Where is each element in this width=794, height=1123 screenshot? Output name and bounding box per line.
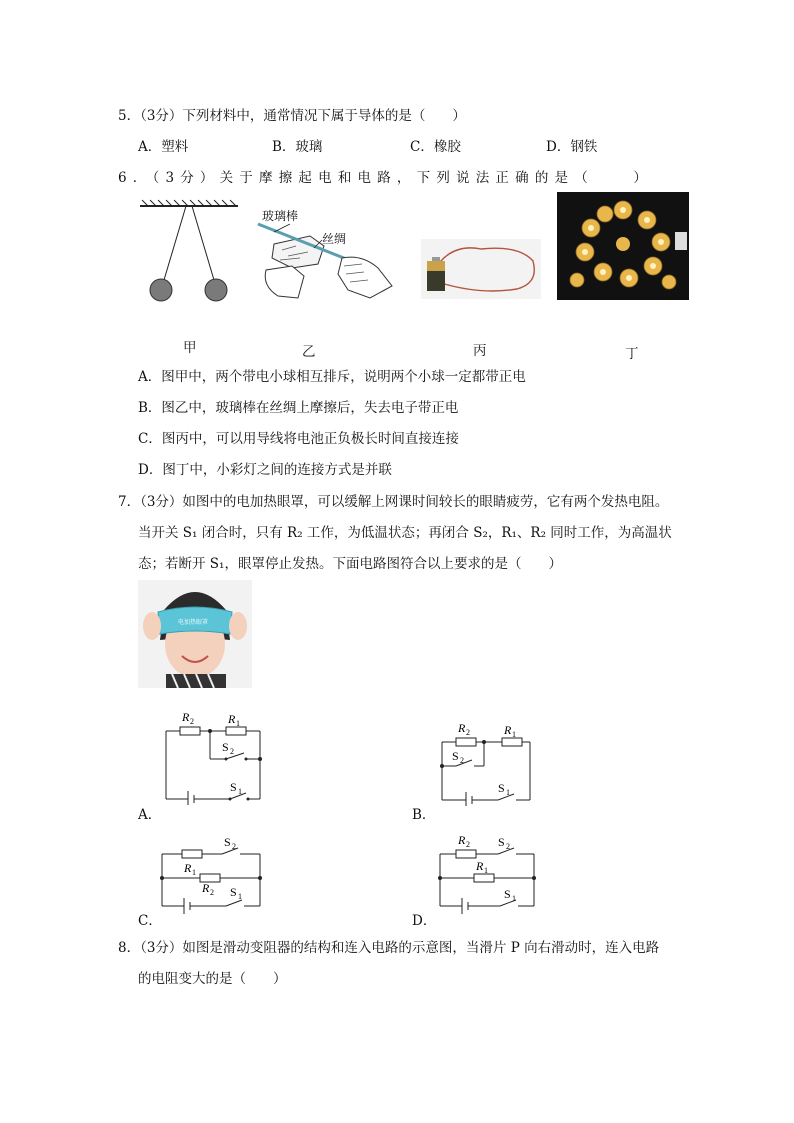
- label-r2: R: [182, 710, 190, 724]
- q8-stem-line-2: 的电阻变大的是（ ）: [138, 971, 287, 987]
- label-s2: S: [222, 740, 229, 754]
- svg-text:S: S: [224, 835, 231, 849]
- circuit-diagram-b: [436, 716, 536, 806]
- svg-text:1: 1: [236, 719, 240, 728]
- q7-option-d-label: D．: [412, 913, 437, 929]
- q5-option-b: B．玻璃: [272, 139, 323, 155]
- svg-text:2: 2: [230, 747, 234, 756]
- svg-text:2: 2: [506, 842, 510, 851]
- q5-option-d: D．钢铁: [546, 139, 598, 155]
- label-r1: R: [228, 712, 236, 726]
- q6-option-c: C．图丙中，可以用导线将电池正负极长时间直接连接: [138, 431, 459, 447]
- svg-text:R: R: [202, 881, 210, 895]
- figure-ding-string-lights: [557, 192, 689, 300]
- svg-text:2: 2: [466, 728, 470, 737]
- svg-text:R: R: [504, 723, 512, 737]
- label-s1: S: [230, 780, 237, 794]
- svg-text:2: 2: [232, 842, 236, 851]
- figure-label-bing: 丙: [473, 343, 487, 359]
- figure-yi-label-silk: 丝绸: [322, 232, 347, 246]
- circuit-diagram-c: [156, 830, 268, 914]
- svg-text:1: 1: [192, 868, 196, 877]
- figure-jia-pendulum: [138, 198, 242, 304]
- svg-text:1: 1: [512, 894, 516, 903]
- svg-text:S: S: [230, 885, 237, 899]
- svg-text:1: 1: [238, 787, 242, 796]
- figure-eye-mask-photo: [138, 580, 252, 688]
- q7-option-b-label: B．: [412, 807, 436, 823]
- svg-text:2: 2: [210, 888, 214, 897]
- svg-text:2: 2: [466, 840, 470, 849]
- circuit-diagram-d: [434, 830, 542, 914]
- figure-bing-battery-wire: [421, 239, 541, 299]
- q7-stem-line-2: 当开关 S₁ 闭合时，只有 R₂ 工作，为低温状态；再闭合 S₂，R₁、R₂ 同时工作，为高温状: [138, 525, 672, 541]
- q7-stem-line-1: 7．（3分）如图中的电加热眼罩，可以缓解上网课时间较长的眼睛疲劳，它有两个发热电阻。: [118, 494, 669, 510]
- svg-text:电加热眼罩: 电加热眼罩: [178, 620, 209, 626]
- svg-text:2: 2: [460, 756, 464, 765]
- svg-text:2: 2: [190, 717, 194, 726]
- q7-stem-line-3: 态；若断开 S₁，眼罩停止发热。下面电路图符合以上要求的是（ ）: [138, 556, 562, 572]
- svg-text:S: S: [498, 781, 505, 795]
- svg-text:R: R: [476, 859, 484, 873]
- svg-text:R: R: [458, 721, 466, 735]
- q5-option-a: A．塑料: [138, 139, 189, 155]
- svg-text:R: R: [458, 833, 466, 847]
- svg-text:R: R: [184, 861, 192, 875]
- q6-option-b: B．图乙中，玻璃棒在丝绸上摩擦后，失去电子带正电: [138, 400, 459, 416]
- svg-text:S: S: [498, 835, 505, 849]
- figure-label-jia: 甲: [183, 340, 197, 356]
- q5-stem: 5．（3分）下列材料中，通常情况下属于导体的是（ ）: [118, 108, 466, 124]
- q6-option-d: D．图丁中，小彩灯之间的连接方式是并联: [138, 462, 392, 478]
- svg-text:S: S: [452, 749, 459, 763]
- figure-yi-label-glass-rod: 玻璃棒: [262, 209, 299, 223]
- q7-option-c-label: C．: [138, 913, 162, 929]
- q6-option-a: A．图甲中，两个带电小球相互排斥，说明两个小球一定都带正电: [138, 369, 526, 385]
- svg-text:1: 1: [484, 866, 488, 875]
- svg-text:1: 1: [506, 788, 510, 797]
- svg-text:1: 1: [238, 892, 242, 901]
- q8-stem-line-1: 8．（3分）如图是滑动变阻器的结构和连入电路的示意图，当滑片 P 向右滑动时，连入电路: [118, 940, 660, 956]
- q5-option-c: C．橡胶: [410, 139, 461, 155]
- q7-option-a-label: A．: [138, 807, 162, 823]
- circuit-diagram-a: [160, 705, 270, 805]
- figure-label-yi: 乙: [302, 344, 316, 360]
- figure-label-ding: 丁: [625, 346, 639, 362]
- q6-stem: 6．（3分）关于摩擦起电和电路，下列说法正确的是（ ）: [118, 170, 654, 186]
- svg-text:S: S: [504, 887, 511, 901]
- svg-text:1: 1: [512, 730, 516, 739]
